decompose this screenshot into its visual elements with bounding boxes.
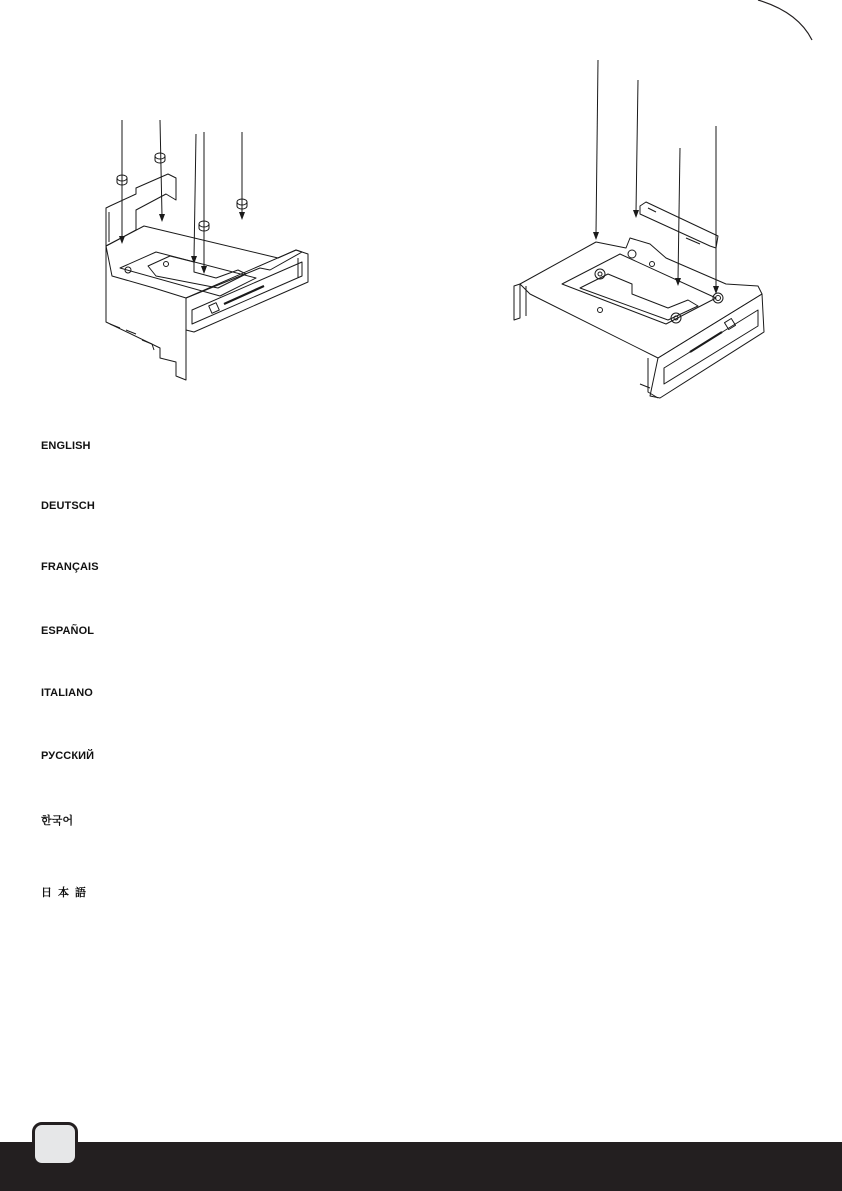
screw-arrow-lines	[122, 120, 242, 268]
language-label-francais: FRANÇAIS	[41, 561, 99, 573]
language-label-english: ENGLISH	[41, 440, 91, 452]
footer-bar	[0, 1142, 842, 1191]
language-label-italiano: ITALIANO	[41, 687, 93, 699]
language-label-espanol: ESPAÑOL	[41, 625, 95, 637]
page-number-tab	[32, 1122, 78, 1166]
language-label-russian: РУССКИЙ	[41, 750, 95, 762]
drive-cage-illustration-right	[500, 58, 766, 404]
language-label-deutsch: DEUTSCH	[41, 500, 95, 512]
language-label-korean: 한국어	[41, 815, 74, 827]
crop-curve-icon	[0, 0, 842, 60]
screw-arrow-lines	[596, 60, 716, 288]
drive-cage-illustration-left	[96, 118, 312, 382]
language-label-japanese: 日本語	[41, 887, 92, 899]
